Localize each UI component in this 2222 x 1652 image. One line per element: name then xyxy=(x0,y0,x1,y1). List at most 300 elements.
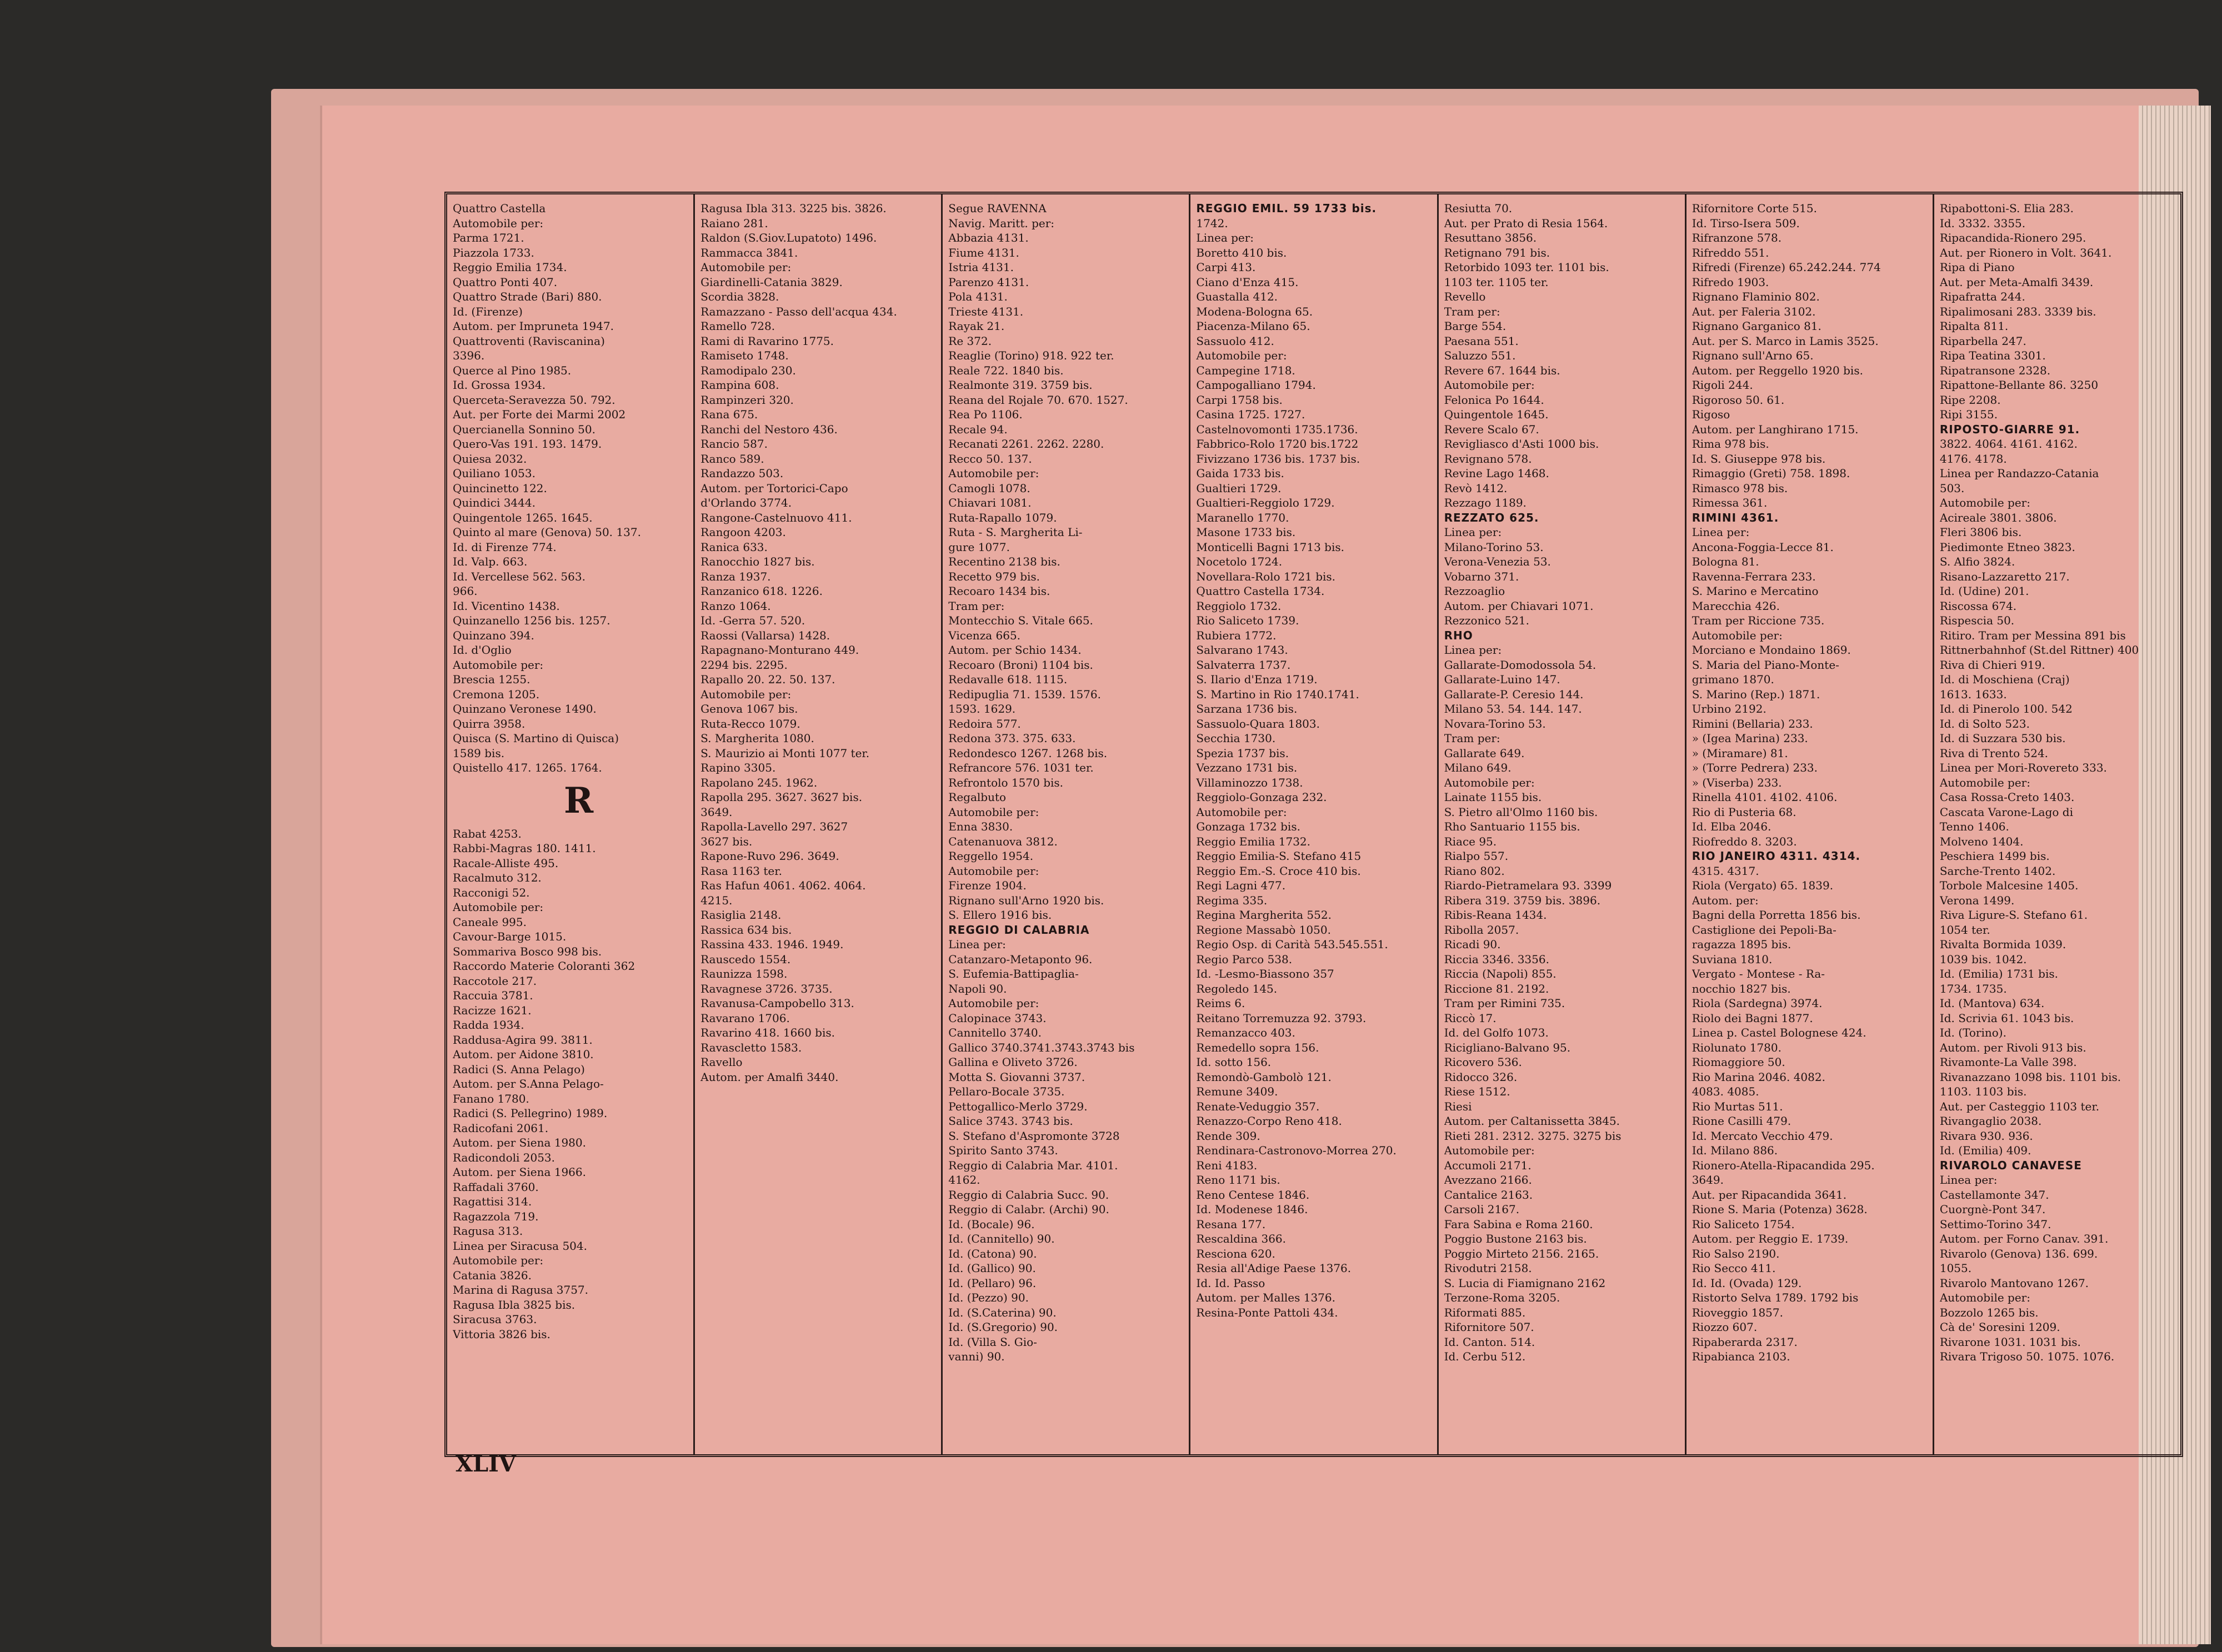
index-entry: Id. Canton. 514. xyxy=(1444,1335,1535,1349)
index-entry: Nocetolo 1724. xyxy=(1196,555,1283,568)
index-entry: Riolo dei Bagni 1877. xyxy=(1691,1011,1813,1025)
index-entry: Ripa Teatina 3301. xyxy=(1939,349,2046,362)
index-entry: Quattro Ponti 407. xyxy=(453,275,558,289)
index-entry: Piacenza-Milano 65. xyxy=(1196,319,1310,333)
index-entry: Ranchi del Nestoro 436. xyxy=(700,422,838,436)
index-entry: Brescia 1255. xyxy=(453,673,531,686)
index-entry: Verona 1499. xyxy=(1939,893,2015,907)
index-entry: Rassica 634 bis. xyxy=(700,923,792,937)
index-entry: Id. (Emilia) 409. xyxy=(1939,1144,2031,1157)
index-entry: Radicofani 2061. xyxy=(453,1121,549,1135)
index-entry: Recco 50. 137. xyxy=(948,452,1032,465)
index-entry: Reni 4183. xyxy=(1196,1158,1258,1172)
index-entry: Racizze 1621. xyxy=(453,1003,532,1017)
index-entry: Rio Saliceto 1739. xyxy=(1196,614,1299,627)
index-entry: Riese 1512. xyxy=(1444,1085,1510,1098)
index-entry: Rignano Flaminio 802. xyxy=(1691,290,1820,303)
index-entry: Fleri 3806 bis. xyxy=(1939,525,2022,539)
index-entry: Fivizzano 1736 bis. 1737 bis. xyxy=(1196,452,1360,465)
index-entry: Bologna 81. xyxy=(1691,555,1759,568)
index-entry: Marecchia 426. xyxy=(1691,599,1780,613)
index-entry: Cascata Varone-Lago di xyxy=(1939,805,2073,819)
index-entry: Redona 373. 375. 633. xyxy=(948,732,1076,745)
index-entry: Rioveggio 1857. xyxy=(1691,1305,1783,1319)
index-entry: Resuttano 3856. xyxy=(1444,231,1537,244)
index-entry: Tram per: xyxy=(1444,732,1500,745)
index-entry: Automobile per: xyxy=(700,687,792,701)
index-entry: Rezzago 1189. xyxy=(1444,496,1527,509)
index-entry: Rione Casilli 479. xyxy=(1691,1114,1791,1128)
index-entry: Salvaterra 1737. xyxy=(1196,658,1291,672)
index-entry: Aut. per S. Marco in Lamis 3525. xyxy=(1691,334,1879,348)
index-entry: S. Ellero 1916 bis. xyxy=(948,908,1052,922)
index-entry: Aut. per Rionero in Volt. 3641. xyxy=(1939,246,2112,259)
index-entry: Autom. per Langhirano 1715. xyxy=(1691,422,1859,436)
index-entry: Id. S. Giuseppe 978 bis. xyxy=(1691,452,1826,465)
index-entry: Id. Mercato Vecchio 479. xyxy=(1691,1129,1833,1143)
index-entry: Carpi 1758 bis. xyxy=(1196,393,1283,407)
index-entry: Rignano sull'Arno 65. xyxy=(1691,349,1814,362)
index-entry: Rigoroso 50. 61. xyxy=(1691,393,1785,407)
index-entry: Rigoso xyxy=(1691,408,1730,421)
index-entry: Rapagnano-Monturano 449. xyxy=(700,643,859,657)
index-entry: Spezia 1737 bis. xyxy=(1196,746,1289,760)
index-entry: Ravarano 1706. xyxy=(700,1011,790,1025)
index-entry: Gallarate 649. xyxy=(1444,746,1525,760)
index-entry: Gualtieri 1729. xyxy=(1196,481,1282,495)
index-entry: Riomaggiore 50. xyxy=(1691,1055,1785,1069)
index-entry: Rifredi (Firenze) 65.242.244. 774 xyxy=(1691,261,1881,274)
index-entry: Rapone-Ruvo 296. 3649. xyxy=(700,849,839,863)
index-entry: Rima 978 bis. xyxy=(1691,437,1769,450)
index-entry: RIPOSTO-GIARRE 91. xyxy=(1939,422,2080,436)
index-entry: Rea Po 1106. xyxy=(948,408,1023,421)
index-entry: Rapallo 20. 22. 50. 137. xyxy=(700,673,835,686)
index-entry: Quinto al mare (Genova) 50. 137. xyxy=(453,525,641,539)
index-entry: Bozzolo 1265 bis. xyxy=(1939,1305,2039,1319)
index-entry: Guastalla 412. xyxy=(1196,290,1278,303)
index-entry: Rapolla-Lavello 297. 3627 xyxy=(700,820,848,833)
index-entry: Id. (Pellaro) 96. xyxy=(948,1276,1037,1290)
index-entry: Radda 1934. xyxy=(453,1018,524,1032)
index-entry: Cà de' Soresini 1209. xyxy=(1939,1320,2060,1334)
index-entry: Recale 94. xyxy=(948,422,1008,436)
index-entry: Id. (S.Caterina) 90. xyxy=(948,1305,1057,1319)
index-entry: Id. (Catona) 90. xyxy=(948,1246,1037,1260)
index-entry: 1103. 1103 bis. xyxy=(1939,1085,2027,1098)
index-entry: Linea per Siracusa 504. xyxy=(453,1239,587,1253)
index-entry: Rio Salso 2190. xyxy=(1691,1246,1780,1260)
index-entry: Querceta-Seravezza 50. 792. xyxy=(453,393,615,407)
index-entry: Linea per: xyxy=(1444,525,1502,539)
index-entry: Sarche-Trento 1402. xyxy=(1939,864,2056,878)
index-entry: Ricadi 90. xyxy=(1444,938,1501,951)
index-entry: Cuorgnè-Pont 347. xyxy=(1939,1203,2046,1216)
index-entry: Id. Cerbu 512. xyxy=(1444,1350,1526,1363)
index-entry: Quingentole 1645. xyxy=(1444,408,1549,421)
index-entry: Revello xyxy=(1444,290,1486,303)
index-entry: Regina Margherita 552. xyxy=(1196,908,1332,922)
index-entry: S. Maria del Piano-Monte- xyxy=(1691,658,1839,672)
page-number: XLIV xyxy=(456,1451,516,1477)
index-entry: Automobile per: xyxy=(948,467,1039,480)
index-entry: Rifornitore Corte 515. xyxy=(1691,202,1817,215)
index-entry: Lainate 1155 bis. xyxy=(1444,790,1542,804)
index-entry: Resciona 620. xyxy=(1196,1246,1275,1260)
index-entry: Fiume 4131. xyxy=(948,246,1019,259)
index-entry: Rinella 4101. 4102. 4106. xyxy=(1691,790,1838,804)
index-entry: Id. di Firenze 774. xyxy=(453,540,557,554)
index-entry: Rami di Ravarino 1775. xyxy=(700,334,834,348)
index-entry: grimano 1870. xyxy=(1691,673,1774,686)
index-entry: Linea per: xyxy=(1444,643,1502,657)
index-entry: Regi Lagni 477. xyxy=(1196,879,1286,892)
index-entry: ragazza 1895 bis. xyxy=(1691,938,1791,951)
index-entry: Chiavari 1081. xyxy=(948,496,1032,509)
index-entry: RHO xyxy=(1444,628,1473,642)
index-entry: Ragusa Ibla 3825 bis. xyxy=(453,1298,575,1311)
index-entry: Recetto 979 bis. xyxy=(948,569,1040,583)
index-entry: Trieste 4131. xyxy=(948,304,1024,318)
index-entry: Castiglione dei Pepoli-Ba- xyxy=(1691,923,1836,937)
index-entry: Rho Santuario 1155 bis. xyxy=(1444,820,1580,833)
index-entry: Id. di Moschiena (Craj) xyxy=(1939,673,2070,686)
index-entry: S. Pietro all'Olmo 1160 bis. xyxy=(1444,805,1598,819)
index-entry: Cantalice 2163. xyxy=(1444,1188,1533,1202)
index-entry: Rignano Garganico 81. xyxy=(1691,319,1821,333)
index-entry: Firenze 1904. xyxy=(948,879,1027,892)
index-entry: Reno Centese 1846. xyxy=(1196,1188,1310,1202)
index-entry: Reggello 1954. xyxy=(948,849,1034,863)
index-entry: Quindici 3444. xyxy=(453,496,536,509)
index-entry: Remedello sopra 156. xyxy=(1196,1040,1319,1054)
index-entry: 1742. xyxy=(1196,216,1228,230)
index-entry: REGGIO DI CALABRIA xyxy=(948,923,1090,937)
index-entry: Aut. per Prato di Resia 1564. xyxy=(1444,216,1608,230)
index-entry: Redipuglia 71. 1539. 1576. xyxy=(948,687,1101,701)
index-entry: RIVAROLO CANAVESE xyxy=(1939,1158,2082,1172)
index-entry: Rio Murtas 511. xyxy=(1691,1099,1783,1113)
index-entry: Autom. per Amalfi 3440. xyxy=(700,1070,839,1084)
index-entry: Rifreddo 551. xyxy=(1691,246,1769,259)
index-entry: Automobile per: xyxy=(1939,775,2030,789)
index-entry: Tram per Rimini 735. xyxy=(1444,997,1565,1010)
index-entry: Reggio di Calabria Succ. 90. xyxy=(948,1188,1109,1202)
index-entry: Id. (Cannitello) 90. xyxy=(948,1232,1055,1245)
index-entry: Revine Lago 1468. xyxy=(1444,467,1549,480)
index-entry: Id. Modenese 1846. xyxy=(1196,1203,1308,1216)
index-entry: Autom. per Rivoli 913 bis. xyxy=(1939,1040,2086,1054)
index-entry: Parma 1721. xyxy=(453,231,524,244)
index-entry: Rassina 433. 1946. 1949. xyxy=(700,938,844,951)
index-entry: nocchio 1827 bis. xyxy=(1691,982,1791,995)
index-entry: Ripalta 811. xyxy=(1939,319,2009,333)
index-entry: Piedimonte Etneo 3823. xyxy=(1939,540,2075,554)
index-entry: Salvarano 1743. xyxy=(1196,643,1288,657)
index-entry: Cremona 1205. xyxy=(453,687,540,701)
index-entry: Peschiera 1499 bis. xyxy=(1939,849,2050,863)
index-entry: Rasiglia 2148. xyxy=(700,908,782,922)
index-entry: Revere 67. 1644 bis. xyxy=(1444,363,1560,377)
index-entry: Raccuia 3781. xyxy=(453,989,533,1002)
index-entry: Id. 3332. 3355. xyxy=(1939,216,2026,230)
index-entry: Riola (Vergato) 65. 1839. xyxy=(1691,879,1834,892)
index-entry: Id. di Pinerolo 100. 542 xyxy=(1939,702,2073,715)
index-entry: Riva di Chieri 919. xyxy=(1939,658,2045,672)
index-entry: 1103 ter. 1105 ter. xyxy=(1444,275,1549,289)
index-entry: Riccò 17. xyxy=(1444,1011,1497,1025)
index-entry: Radici (S. Pellegrino) 1989. xyxy=(453,1107,608,1120)
index-entry: Genova 1067 bis. xyxy=(700,702,798,715)
index-entry: Pola 4131. xyxy=(948,290,1008,303)
index-entry: Ridocco 326. xyxy=(1444,1070,1518,1084)
index-entry: Rio Secco 411. xyxy=(1691,1261,1776,1275)
index-entry: Quinzano 394. xyxy=(453,628,534,642)
index-entry: Reaglie (Torino) 918. 922 ter. xyxy=(948,349,1114,362)
index-entry: Ripatransone 2328. xyxy=(1939,363,2051,377)
index-entry: Rittnerbahnhof (St.del Rittner) 400 xyxy=(1939,643,2139,657)
index-entry: Reggio di Calabria Mar. 4101. xyxy=(948,1158,1118,1172)
index-entry: Accumoli 2171. xyxy=(1444,1158,1532,1172)
index-entry: Riola (Sardegna) 3974. xyxy=(1691,997,1823,1010)
index-entry: Ristorto Selva 1789. 1792 bis xyxy=(1691,1291,1859,1304)
index-entry: S. Martino in Rio 1740.1741. xyxy=(1196,687,1359,701)
index-entry: Rionero-Atella-Ripacandida 295. xyxy=(1691,1158,1875,1172)
index-entry: Id. (Torino). xyxy=(1939,1026,2006,1039)
index-entry: Reana del Rojale 70. 670. 1527. xyxy=(948,393,1128,407)
index-entry: Rezzonico 521. xyxy=(1444,614,1529,627)
index-entry: Retignano 791 bis. xyxy=(1444,246,1550,259)
index-entry: Villaminozzo 1738. xyxy=(1196,775,1303,789)
index-entry: Scordia 3828. xyxy=(700,290,779,303)
index-entry: Recoaro 1434 bis. xyxy=(948,584,1050,598)
index-entry: Rivarone 1031. 1031 bis. xyxy=(1939,1335,2081,1349)
index-entry: Rabat 4253. xyxy=(453,827,522,840)
index-entry: Quistello 417. 1265. 1764. xyxy=(453,761,602,774)
index-entry: 3822. 4064. 4161. 4162. xyxy=(1939,437,2078,450)
index-entry: Fanano 1780. xyxy=(453,1092,529,1105)
index-entry: Ravanusa-Campobello 313. xyxy=(700,997,854,1010)
index-entry: Boretto 410 bis. xyxy=(1196,246,1287,259)
index-entry: Ribolla 2057. xyxy=(1444,923,1519,937)
index-entry: Vicenza 665. xyxy=(948,628,1021,642)
index-entry: Abbazia 4131. xyxy=(948,231,1029,244)
index-entry: Recentino 2138 bis. xyxy=(948,555,1060,568)
index-entry: Automobile per: xyxy=(948,864,1039,878)
index-entry: 1039 bis. 1042. xyxy=(1939,952,2027,966)
index-entry: 966. xyxy=(453,584,478,598)
index-entry: Id. (Gallico) 90. xyxy=(948,1261,1036,1275)
index-entry: Riva Ligure-S. Stefano 61. xyxy=(1939,908,2088,922)
index-entry: Castellamonte 347. xyxy=(1939,1188,2049,1202)
index-entry: Campogalliano 1794. xyxy=(1196,378,1316,392)
index-entry: Ravello xyxy=(700,1055,743,1069)
index-entry: Ripaberarda 2317. xyxy=(1691,1335,1798,1349)
index-entry: Autom. per Impruneta 1947. xyxy=(453,319,614,333)
index-entry: Redondesco 1267. 1268 bis. xyxy=(948,746,1108,760)
index-entry: Rialpo 557. xyxy=(1444,849,1509,863)
index-entry: Salice 3743. 3743 bis. xyxy=(948,1114,1073,1128)
index-entry: Rende 309. xyxy=(1196,1129,1260,1143)
index-entry: Segue RAVENNA xyxy=(948,202,1047,215)
index-entry: Revò 1412. xyxy=(1444,481,1508,495)
index-entry: Ribera 319. 3759 bis. 3896. xyxy=(1444,893,1601,907)
index-entry: Tram per: xyxy=(948,599,1005,613)
index-entry: Navig. Maritt. per: xyxy=(948,216,1055,230)
index-entry: Aut. per Forte dei Marmi 2002 xyxy=(453,408,626,421)
index-entry: Sommariva Bosco 998 bis. xyxy=(453,944,602,958)
index-entry: REGGIO EMIL. 59 1733 bis. xyxy=(1196,202,1377,215)
index-entry: Automobile per: xyxy=(1444,1144,1535,1157)
index-entry: Sassuolo 412. xyxy=(1196,334,1274,348)
index-entry: Carsoli 2167. xyxy=(1444,1203,1520,1216)
index-entry: Rampinzeri 320. xyxy=(700,393,794,407)
index-column xyxy=(1686,194,1934,1454)
index-entry: REZZATO 625. xyxy=(1444,510,1539,524)
index-entry: Felonica Po 1644. xyxy=(1444,393,1544,407)
index-entry: Riccia (Napoli) 855. xyxy=(1444,967,1557,980)
index-entry: Randazzo 503. xyxy=(700,467,784,480)
index-entry: Riano 802. xyxy=(1444,864,1505,878)
index-entry: Ravenna-Ferrara 233. xyxy=(1691,569,1816,583)
index-entry: Rivara Trigoso 50. 1075. 1076. xyxy=(1939,1350,2115,1363)
index-entry: Fara Sabina e Roma 2160. xyxy=(1444,1217,1593,1231)
index-entry: Riparbella 247. xyxy=(1939,334,2026,348)
index-entry: Parenzo 4131. xyxy=(948,275,1029,289)
index-entry: Linea per: xyxy=(1691,525,1750,539)
index-entry: Linea per Randazzo-Catania xyxy=(1939,467,2099,480)
index-entry: Gallarate-Luino 147. xyxy=(1444,673,1560,686)
index-entry: Regoledo 145. xyxy=(1196,982,1278,995)
index-entry: Milano-Torino 53. xyxy=(1444,540,1544,554)
index-entry: Radici (S. Anna Pelago) xyxy=(453,1062,585,1076)
index-entry: Gallarate-P. Ceresio 144. xyxy=(1444,687,1584,701)
index-entry: Riofreddo 8. 3203. xyxy=(1691,834,1797,848)
index-entry: Automobile per: xyxy=(948,997,1039,1010)
index-entry: Rasa 1163 ter. xyxy=(700,864,782,878)
index-entry: Reggio Emilia 1732. xyxy=(1196,834,1311,848)
index-entry: Linea per: xyxy=(1196,231,1254,244)
index-entry: Id. (Udine) 201. xyxy=(1939,584,2029,598)
index-entry: Id. Scrivia 61. 1043 bis. xyxy=(1939,1011,2074,1025)
index-entry: Refrancore 576. 1031 ter. xyxy=(948,761,1094,774)
index-entry: Urbino 2192. xyxy=(1691,702,1766,715)
index-entry: Id. (S.Gregorio) 90. xyxy=(948,1320,1058,1334)
index-entry: Ragazzola 719. xyxy=(453,1209,539,1223)
index-entry: Raffadali 3760. xyxy=(453,1180,539,1194)
index-entry: Rivanazzano 1098 bis. 1101 bis. xyxy=(1939,1070,2121,1084)
index-entry: Id. d'Oglio xyxy=(453,643,512,657)
index-entry: Rivodutri 2158. xyxy=(1444,1261,1532,1275)
index-entry: Ranocchio 1827 bis. xyxy=(700,555,815,568)
index-entry: Vergato - Montese - Ra- xyxy=(1691,967,1825,980)
index-entry: Resiutta 70. xyxy=(1444,202,1513,215)
index-entry: Automobile per: xyxy=(1196,349,1287,362)
index-entry: Carpi 413. xyxy=(1196,261,1256,274)
index-entry: 1734. 1735. xyxy=(1939,982,2007,995)
index-entry: Suviana 1810. xyxy=(1691,952,1773,966)
index-entry: Motta S. Giovanni 3737. xyxy=(948,1070,1085,1084)
index-entry: Piazzola 1733. xyxy=(453,246,534,259)
index-entry: Raldon (S.Giov.Lupatoto) 1496. xyxy=(700,231,877,244)
index-entry: R xyxy=(564,779,594,822)
index-entry: Rapolla 295. 3627. 3627 bis. xyxy=(700,790,863,804)
index-entry: Quattro Castella 1734. xyxy=(1196,584,1325,598)
index-entry: Ripi 3155. xyxy=(1939,408,1998,421)
index-entry: Gualtieri-Reggiolo 1729. xyxy=(1196,496,1335,509)
index-entry: Catenanuova 3812. xyxy=(948,834,1058,848)
index-entry: Tram per: xyxy=(1444,304,1500,318)
index-entry: 3649. xyxy=(700,805,733,819)
index-entry: Quincinetto 122. xyxy=(453,481,547,495)
index-entry: Resia all'Adige Paese 1376. xyxy=(1196,1261,1352,1275)
index-entry: Aut. per Ripacandida 3641. xyxy=(1691,1188,1847,1202)
index-entry: Morciano e Mondaino 1869. xyxy=(1691,643,1851,657)
index-entry: Quinzano Veronese 1490. xyxy=(453,702,597,715)
index-entry: Autom. per Aidone 3810. xyxy=(453,1048,594,1061)
index-entry: 1054 ter. xyxy=(1939,923,1990,937)
index-entry: Autom. per Schio 1434. xyxy=(948,643,1082,657)
index-entry: Barge 554. xyxy=(1444,319,1507,333)
index-entry: Ribis-Reana 1434. xyxy=(1444,908,1547,922)
index-entry: Rignano sull'Arno 1920 bis. xyxy=(948,893,1104,907)
index-entry: S. Stefano d'Aspromonte 3728 xyxy=(948,1129,1120,1143)
index-entry: d'Orlando 3774. xyxy=(700,496,792,509)
index-entry: Maranello 1770. xyxy=(1196,510,1289,524)
index-entry: Ravagnese 3726. 3735. xyxy=(700,982,833,995)
index-entry: Rabbi-Magras 180. 1411. xyxy=(453,842,596,855)
index-entry: Settimo-Torino 347. xyxy=(1939,1217,2051,1231)
index-entry: Regio Parco 538. xyxy=(1196,952,1293,966)
index-entry: RIMINI 4361. xyxy=(1691,510,1779,524)
index-entry: Regio Osp. di Carità 543.545.551. xyxy=(1196,938,1388,951)
station-index xyxy=(444,192,2183,1457)
index-entry: Quisca (S. Martino di Quisca) xyxy=(453,732,619,745)
index-entry: Paesana 551. xyxy=(1444,334,1519,348)
index-column xyxy=(1934,194,2180,1454)
index-entry: » (Igea Marina) 233. xyxy=(1691,732,1808,745)
index-entry: Napoli 90. xyxy=(948,982,1007,995)
index-entry: Ramodipalo 230. xyxy=(700,363,796,377)
index-entry: Redavalle 618. 1115. xyxy=(948,673,1068,686)
index-entry: Id. (Firenze) xyxy=(453,304,523,318)
index-entry: Rivara 930. 936. xyxy=(1939,1129,2033,1143)
index-entry: Rendinara-Castronovo-Morrea 270. xyxy=(1196,1144,1397,1157)
index-entry: Renazzo-Corpo Reno 418. xyxy=(1196,1114,1342,1128)
index-entry: Vobarno 371. xyxy=(1444,569,1519,583)
index-entry: Rampina 608. xyxy=(700,378,779,392)
index-entry: Rivamonte-La Valle 398. xyxy=(1939,1055,2077,1069)
index-entry: Rana 675. xyxy=(700,408,758,421)
index-entry: Autom. per Malles 1376. xyxy=(1196,1291,1335,1304)
index-entry: Automobile per: xyxy=(1939,496,2030,509)
index-entry: Automobile per: xyxy=(453,658,544,672)
index-entry: S. Lucia di Fiamignano 2162 xyxy=(1444,1276,1606,1290)
index-entry: Regalbuto xyxy=(948,790,1007,804)
index-entry: Automobile per: xyxy=(453,1254,544,1267)
index-entry: Revignano 578. xyxy=(1444,452,1532,465)
index-entry: Autom. per Forno Canav. 391. xyxy=(1939,1232,2109,1245)
index-entry: Autom. per Siena 1966. xyxy=(453,1165,586,1179)
index-entry: 1589 bis. xyxy=(453,746,505,760)
index-entry: Automobile per: xyxy=(948,805,1039,819)
index-entry: Reggiolo-Gonzaga 232. xyxy=(1196,790,1327,804)
index-entry: Ciano d'Enza 415. xyxy=(1196,275,1299,289)
index-entry: Radicondoli 2053. xyxy=(453,1150,556,1164)
index-entry: Ritiro. Tram per Messina 891 bis xyxy=(1939,628,2126,642)
index-entry: Revigliasco d'Asti 1000 bis. xyxy=(1444,437,1599,450)
index-entry: Raccordo Materie Coloranti 362 xyxy=(453,959,635,973)
